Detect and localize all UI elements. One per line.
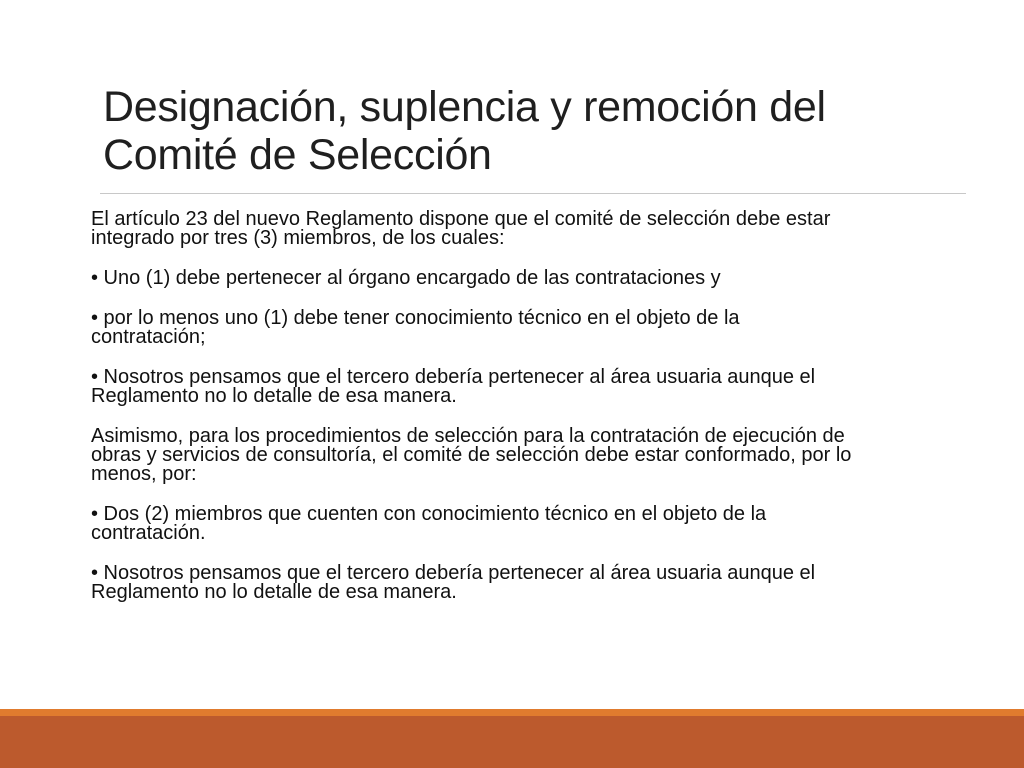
paragraph-line: obras y servicios de consultoría, el comité de selección debe estar conformado, por lo [91, 444, 852, 466]
paragraph-line: contratación. [91, 522, 206, 544]
paragraph-line: El artículo 23 del nuevo Reglamento dispone que el comité de selección debe estar [91, 208, 831, 230]
title-divider [100, 193, 966, 194]
bullet-item-4 [91, 505, 941, 543]
slide-title [103, 83, 963, 179]
paragraph-line: menos, por: [91, 463, 197, 485]
paragraph-line: • Dos (2) miembros que cuenten con conocimiento técnico en el objeto de la [91, 503, 767, 525]
paragraph-line: • Nosotros pensamos que el tercero debería pertenecer al área usuaria aunque el [91, 562, 816, 584]
slide-title-line-2: Comité de Selección [103, 131, 492, 179]
slide-title-line-1: Designación, suplencia y remoción del [103, 83, 826, 131]
paragraph-line: Asimismo, para los procedimientos de selección para la contratación de ejecución de [91, 425, 845, 447]
paragraph-line: Reglamento no lo detalle de esa manera. [91, 581, 457, 603]
paragraph-line: • Uno (1) debe pertenecer al órgano encargado de las contrataciones y [91, 267, 721, 289]
footer-accent-bar-light [0, 709, 1024, 716]
bullet-item-2 [91, 309, 941, 347]
bullet-item-3 [91, 368, 941, 406]
paragraph-intro [91, 210, 941, 248]
footer-accent-bar-dark [0, 716, 1024, 768]
paragraph-asimismo [91, 427, 941, 484]
paragraph-line: • por lo menos uno (1) debe tener conocimiento técnico en el objeto de la [91, 307, 740, 329]
slide-body [91, 210, 941, 623]
paragraph-line: • Nosotros pensamos que el tercero debería pertenecer al área usuaria aunque el [91, 366, 816, 388]
bullet-item-5 [91, 564, 941, 602]
paragraph-line: integrado por tres (3) miembros, de los cuales: [91, 227, 505, 249]
paragraph-line: contratación; [91, 326, 206, 348]
paragraph-line: Reglamento no lo detalle de esa manera. [91, 385, 457, 407]
bullet-item-1 [91, 269, 941, 288]
